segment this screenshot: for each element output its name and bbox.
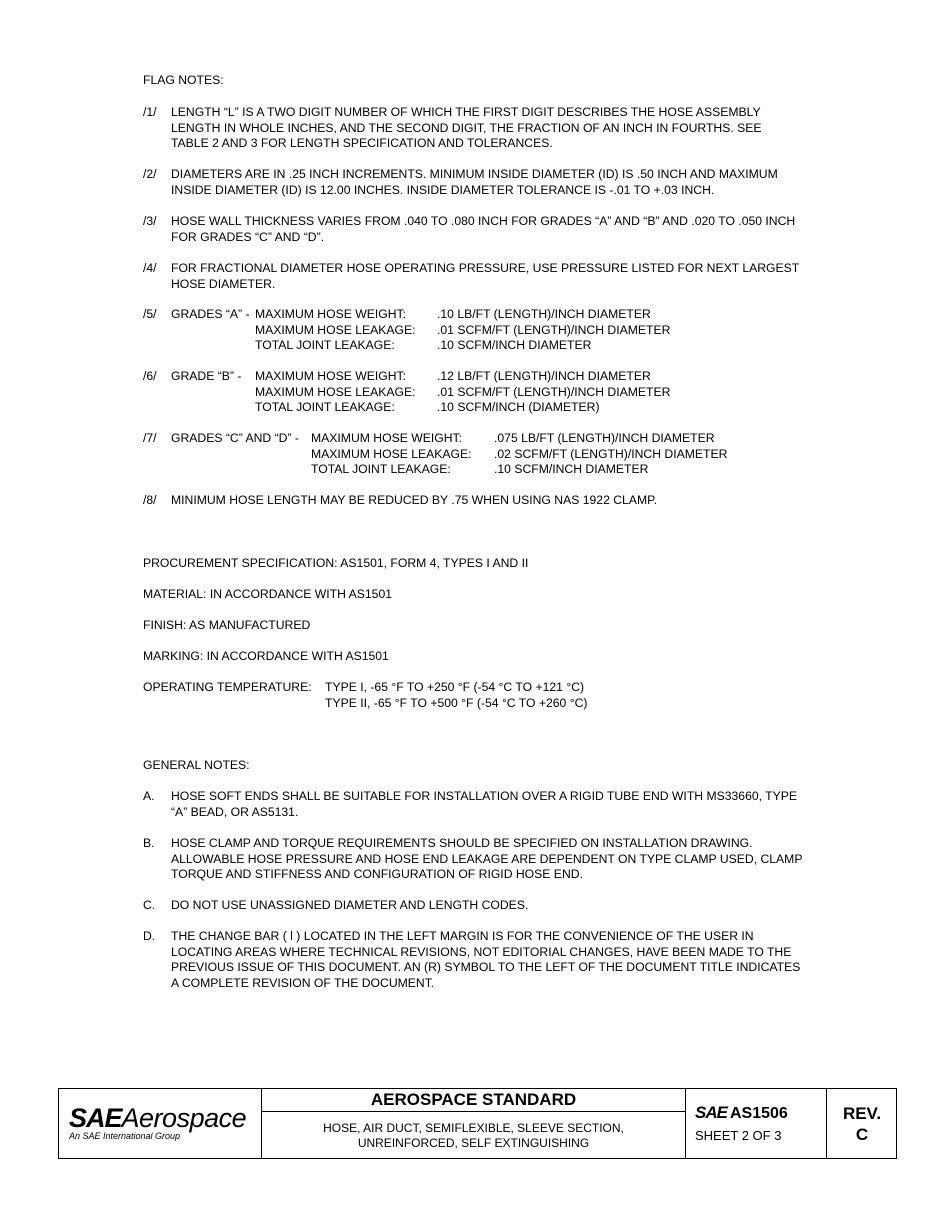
flag-note-number: /3/ [143, 214, 157, 228]
flag-note-1: LENGTH “L” IS A TWO DIGIT NUMBER OF WHICH THE FIRST DIGIT DESCRIBES THE HOSE ASSEMBLY LENGTH IN WHOLE INCHES, AND THE SECOND DIGIT, THE FRACTION OF AN INCH IN FOURTHS. SEE TABLE 2 AND 3 FOR LENGTH SPECIFICATION AND TOLERANCES. [171, 105, 762, 151]
revision: REV. C [842, 1104, 882, 1144]
title-block [58, 1088, 897, 1159]
procurement-specification: PROCUREMENT SPECIFICATION: AS1501, FORM 4, TYPES I AND II [143, 556, 529, 570]
operating-temperature-type-1: TYPE I, -65 °F TO +250 °F (-54 °C TO +121 °C) [325, 680, 585, 694]
flag-note-number: /8/ [143, 493, 157, 507]
general-note-letter: B. [143, 836, 155, 850]
grade-label: GRADES “C” AND “D” - [171, 431, 299, 445]
flag-note-3: HOSE WALL THICKNESS VARIES FROM .040 TO .080 INCH FOR GRADES “A” AND “B” AND .020 TO .050 INCH FOR GRADES “C” AND “D”. [171, 214, 796, 244]
general-notes-heading: GENERAL NOTES: [143, 758, 250, 772]
sheet-number: SHEET 2 OF 3 [695, 1128, 782, 1143]
general-note-c: DO NOT USE UNASSIGNED DIAMETER AND LENGTH CODES. [171, 898, 529, 912]
document-number-cell [686, 1089, 827, 1158]
flag-note-number: /2/ [143, 167, 157, 181]
grade-row-value: .01 SCFM/FT (LENGTH)/INCH DIAMETER [437, 322, 671, 337]
general-note-a: HOSE SOFT ENDS SHALL BE SUITABLE FOR INSTALLATION OVER A RIGID TUBE END WITH MS33660, TYPE “A” BEAD, OR AS5131. [171, 789, 798, 819]
logo-cell [59, 1089, 262, 1158]
general-note-b: HOSE CLAMP AND TORQUE REQUIREMENTS SHOULD BE SPECIFIED ON INSTALLATION DRAWING. ALLOWABLE HOSE PRESSURE AND HOSE END LEAKAGE ARE DEPENDENT ON TYPE CLAMP USED, CLAMP TORQUE AND STIFFNESS AND CONFIGURATION OF RIGID HOSE END. [171, 836, 803, 882]
document-title: HOSE, AIR DUCT, SEMIFLEXIBLE, SLEEVE SECTION, UNREINFORCED, SELF EXTINGUISHING [323, 1121, 624, 1150]
flag-note-number: /7/ [143, 431, 157, 445]
grade-row-label: TOTAL JOINT LEAKAGE: [255, 338, 395, 353]
grade-row-value: .01 SCFM/FT (LENGTH)/INCH DIAMETER [437, 384, 671, 399]
grade-row-label: MAXIMUM HOSE WEIGHT: [311, 431, 462, 445]
flag-note-8: MINIMUM HOSE LENGTH MAY BE REDUCED BY .75 WHEN USING NAS 1922 CLAMP. [171, 493, 658, 507]
general-note-letter: C. [143, 898, 156, 912]
grade-row-value: .10 SCFM/INCH DIAMETER [437, 338, 592, 353]
material: MATERIAL: IN ACCORDANCE WITH AS1501 [143, 587, 392, 601]
logo-tagline: An SAE International Group [69, 1131, 181, 1141]
flag-note-4: FOR FRACTIONAL DIAMETER HOSE OPERATING PRESSURE, USE PRESSURE LISTED FOR NEXT LARGEST HOSE DIAMETER. [171, 261, 800, 291]
operating-temperature-type-2: TYPE II, -65 °F TO +500 °F (-54 °C TO +260 °C) [325, 695, 588, 710]
general-note-letter: A. [143, 789, 155, 803]
grade-label: GRADE “B” - [171, 369, 242, 383]
general-note-letter: D. [143, 929, 156, 943]
grade-row-value: .10 LB/FT (LENGTH)/INCH DIAMETER [437, 307, 651, 321]
flag-notes-heading: FLAG NOTES: [143, 73, 224, 87]
flag-note-number: /6/ [143, 369, 157, 383]
grade-row-label: TOTAL JOINT LEAKAGE: [311, 462, 451, 477]
flag-note-number: /1/ [143, 105, 157, 119]
document-number: SAE AS1506 [695, 1103, 788, 1122]
grade-row-label: MAXIMUM HOSE LEAKAGE: [311, 446, 472, 461]
grade-label: GRADES “A” - [171, 307, 250, 321]
document-type: AEROSPACE STANDARD [262, 1089, 685, 1112]
title-cell [262, 1089, 686, 1158]
marking: MARKING: IN ACCORDANCE WITH AS1501 [143, 649, 389, 663]
finish: FINISH: AS MANUFACTURED [143, 618, 311, 632]
grade-row-label: MAXIMUM HOSE WEIGHT: [255, 307, 406, 321]
flag-note-2: DIAMETERS ARE IN .25 INCH INCREMENTS. MINIMUM INSIDE DIAMETER (ID) IS .50 INCH AND MAXIMUM INSIDE DIAMETER (ID) IS 12.00 INCHES. INSIDE DIAMETER TOLERANCE IS -.01 TO +.03 INCH. [171, 167, 778, 197]
sae-mark: SAE [695, 1103, 727, 1122]
grade-row-value: .10 SCFM/INCH DIAMETER [494, 462, 649, 477]
general-note-d: THE CHANGE BAR ( l ) LOCATED IN THE LEFT MARGIN IS FOR THE CONVENIENCE OF THE USER IN LOCATING AREAS WHERE TECHNICAL REVISIONS, NOT EDITORIAL CHANGES, HAVE BEEN MADE TO THE PREVIOUS ISSUE OF THIS DOCUMENT. AN (R) SYMBOL TO THE LEFT OF THE DOCUMENT TITLE INDICATES A COMPLETE REVISION OF THE DOCUMENT. [171, 929, 801, 990]
sae-aerospace-logo: SAEAerospace An SAE International Group [69, 1103, 247, 1141]
flag-note-number: /4/ [143, 261, 157, 275]
grade-row-value: .02 SCFM/FT (LENGTH)/INCH DIAMETER [494, 446, 728, 461]
grade-row-value: .12 LB/FT (LENGTH)/INCH DIAMETER [437, 369, 651, 383]
grade-row-value: .10 SCFM/INCH (DIAMETER) [437, 400, 600, 415]
grade-row-label: TOTAL JOINT LEAKAGE: [255, 400, 395, 415]
flag-note-number: /5/ [143, 307, 157, 321]
revision-cell [827, 1089, 897, 1158]
grade-row-label: MAXIMUM HOSE LEAKAGE: [255, 384, 416, 399]
grade-row-value: .075 LB/FT (LENGTH)/INCH DIAMETER [494, 431, 715, 445]
grade-row-label: MAXIMUM HOSE LEAKAGE: [255, 322, 416, 337]
operating-temperature-label: OPERATING TEMPERATURE: [143, 680, 312, 694]
grade-row-label: MAXIMUM HOSE WEIGHT: [255, 369, 406, 383]
